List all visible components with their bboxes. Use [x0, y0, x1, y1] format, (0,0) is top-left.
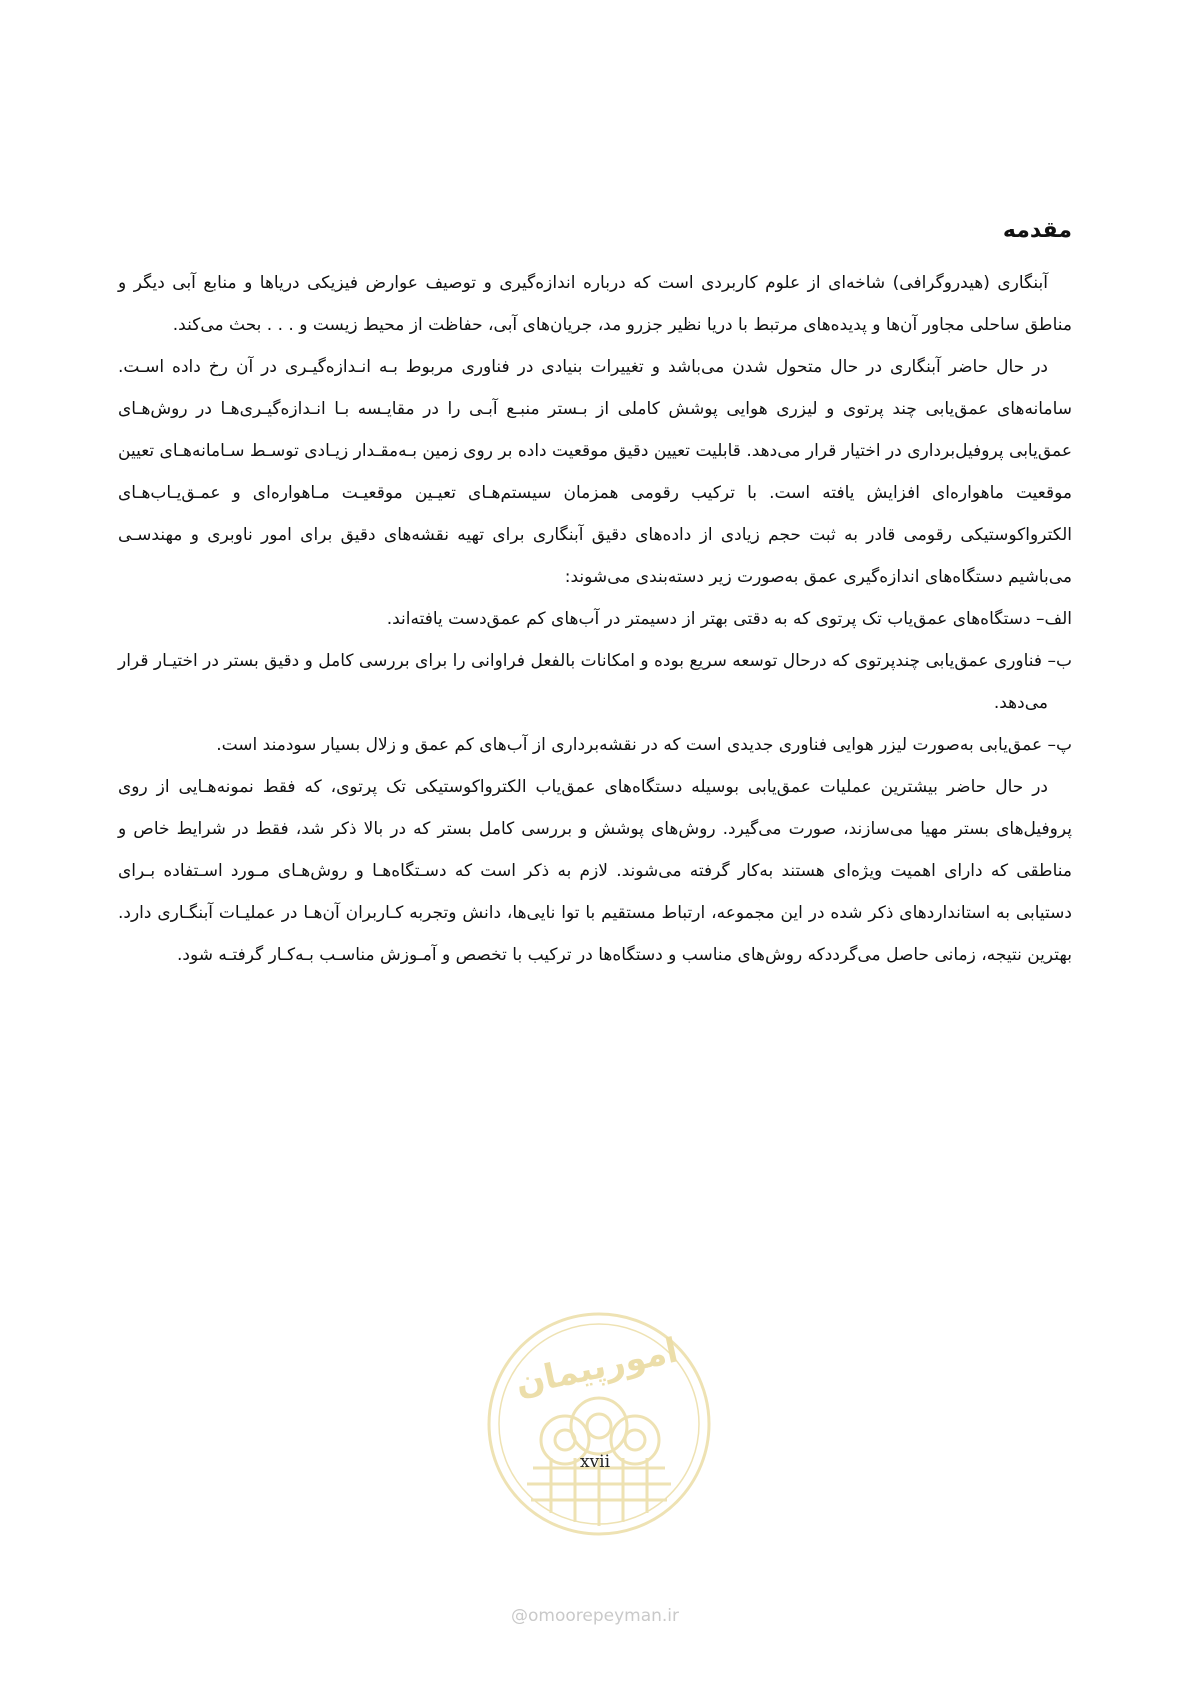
list-item-alef: الف– دستگاه‌های عمق‌یاب تک پرتوی که به دقتی بهتر از دسیمتر در آب‌های کم عمق‌دست یافته‌اند. [386, 609, 1072, 629]
omoorepeyman-seal-icon [483, 1308, 715, 1540]
body-text [118, 214, 1072, 976]
paragraph-3: در حال حاضر بیشترین عملیات عمق‌یابی بوسیله دستگاه‌های عمق‌یاب الکترواکوستیکی تک پرتوی، که فقط نمونه‌هـایی از روی پروفیل‌های بستر مهیا می‌سازند، صورت می‌گیرد. روش‌های پوشش و بررسی کامل بستر که در بالا ذکر شد، فقط در شرایط خاص و مناطقی که دارای اهمیت ویژه‌ای هستند به‌کار گرفته می‌شوند. لازم به ذکر است که دسـتگاه‌هـا و روش‌هـای مـورد اسـتفاده بـرای دستیابی به استانداردهای ذکر شده در این مجموعه، ارتباط مستقیم با توا نایی‌ها، دانش وتجربه کـاربران آن‌هـا در عملیـات آبنگـاری دارد. بهترین نتیجه، زمانی حاصل می‌گرددکه روش‌های مناسب و دستگاه‌ها در ترکیب با تخصص و آمـوزش مناسـب بـه‌کـار گرفتـه شود. [118, 777, 1072, 965]
paragraph-1: آبنگاری (هیدروگرافی) شاخه‌ای از علوم کاربردی است که درباره اندازه‌گیری و توصیف عوارض فیزیکی دریاها و منابع آبی دیگر و مناطق ساحلی مجاور آن‌ها و پدیده‌های مرتبط با دریا نظیر جزرو مد، جریان‌های آبی، حفاظت از محیط زیست و . . . بحث می‌کند. [118, 273, 1072, 335]
paragraph-2: در حال حاضر آبنگاری در حال متحول شدن می‌باشد و تغییرات بنیادی در فناوری مربوط بـه انـدازه‌گیـری در آن رخ داده اسـت. سامانه‌های عمق‌یابی چند پرتوی و لیزری هوایی پوشش کاملی از بـستر منبـع آبـی را در مقایـسه بـا انـدازه‌گیـری‌هـا در روش‌هـای عمق‌یابی پروفیل‌برداری در اختیار قرار می‌دهد. قابلیت تعیین دقیق موقعیت داده بر روی زمین بـه‌مقـدار زیـادی توسـط سـامانه‌هـای تعیین موقعیت ماهواره‌ای افزایش یافته است. با ترکیب رقومی همزمان سیستم‌هـای تعیـین موقعیـت مـاهواره‌ای و عمـق‌یـاب‌هـای الکترواکوستیکی رقومی قادر به ثبت حجم زیادی از داده‌های دقیق آبنگاری برای تهیه نقشه‌های دقیق برای امور ناوبری و مهندسـی می‌باشیم دستگاه‌های اندازه‌گیری عمق به‌صورت زیر دسته‌بندی می‌شوند: [118, 357, 1072, 587]
watermark-logo [483, 1308, 715, 1540]
page-number: xvii [579, 1452, 611, 1472]
site-watermark: @omoorepeyman.ir [510, 1606, 680, 1626]
section-heading: مقدمه [1002, 218, 1072, 243]
watermark-text: امورپیمان [511, 1330, 682, 1404]
list-item-pe: پ– عمق‌یابی به‌صورت لیزر هوایی فناوری جدیدی است که در نقشه‌برداری از آب‌های کم عمق و زلال بسیار سودمند است. [216, 735, 1072, 755]
list-item-be: ب– فناوری عمق‌یابی چندپرتوی که درحال توسعه سریع بوده و امکانات بالفعل فراوانی را برای بررسی کامل و دقیق بستر در اختیـار قرار می‌دهد. [118, 651, 1072, 713]
